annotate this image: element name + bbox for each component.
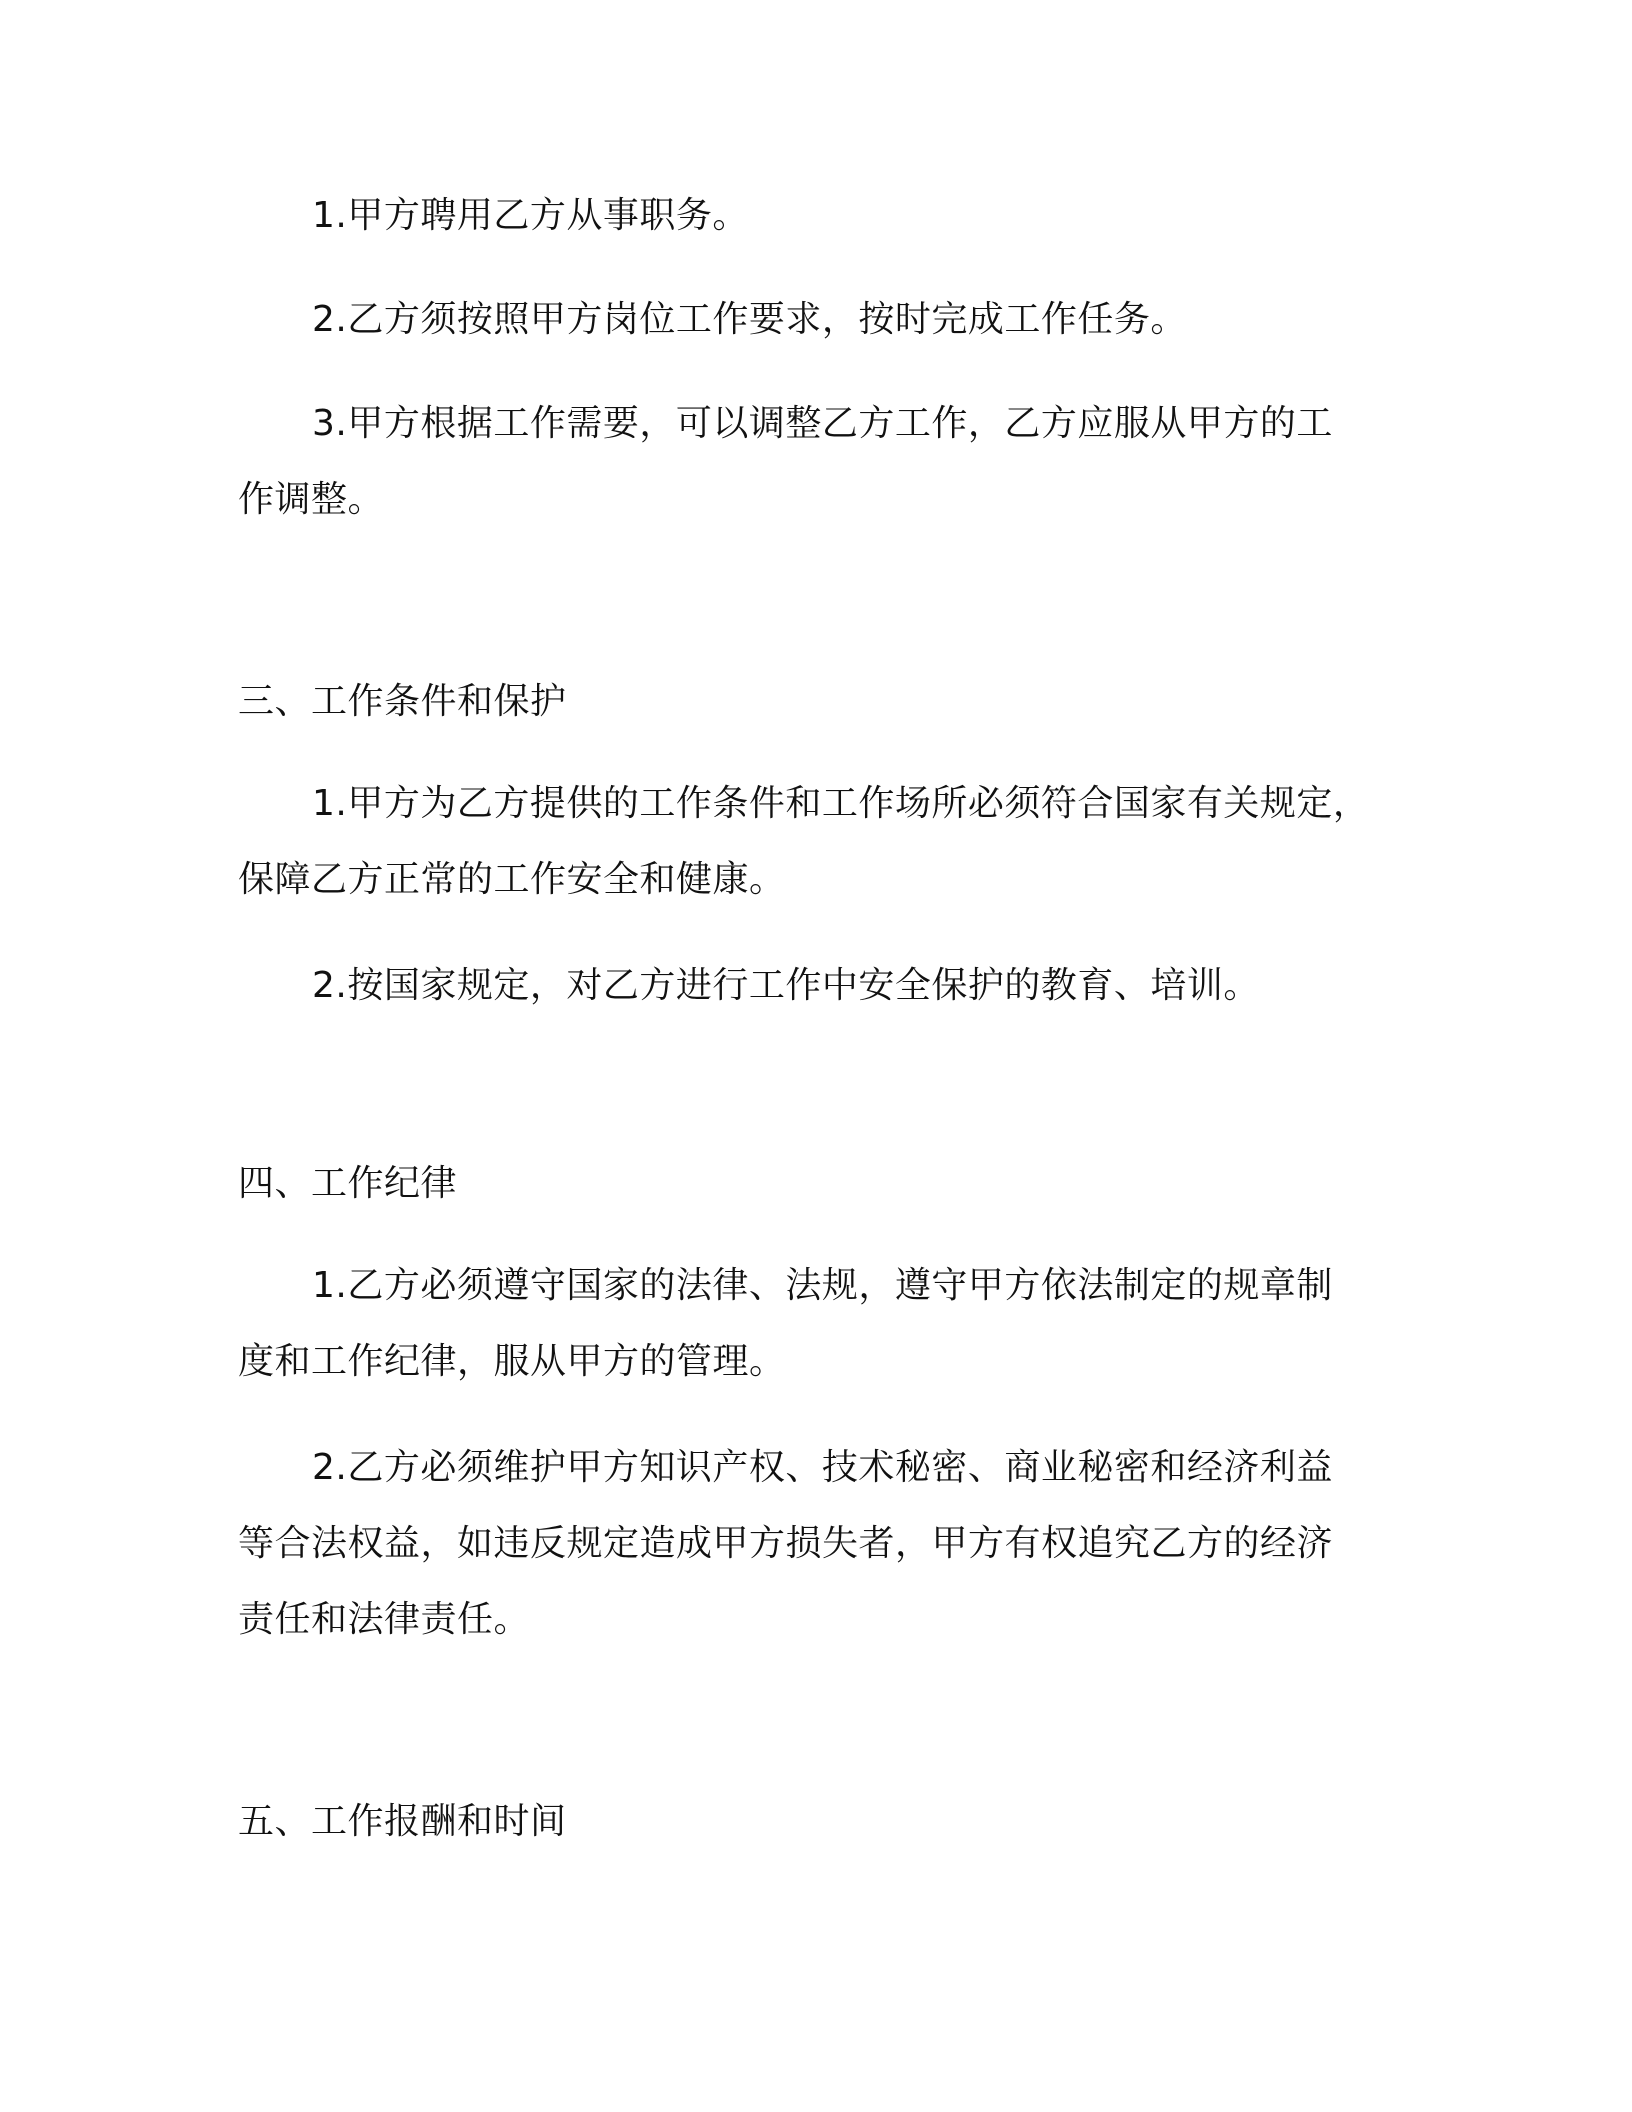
- clause-3-1-line-1: 1.甲方为乙方提供的工作条件和工作场所必须符合国家有关规定，: [312, 783, 1370, 824]
- clause-2-1-line-1: 1.甲方聘用乙方从事职务。: [312, 195, 749, 236]
- clause-4-1-line-1: 1.乙方必须遵守国家的法律、法规，遵守甲方依法制定的规章制: [312, 1265, 1333, 1306]
- clause-4-1-line-2: 度和工作纪律，服从甲方的管理。: [238, 1341, 786, 1382]
- section-5-heading: 五、工作报酬和时间: [238, 1801, 567, 1842]
- clause-2-3-line-1: 3.甲方根据工作需要，可以调整乙方工作，乙方应服从甲方的工: [312, 403, 1333, 444]
- clause-3-1-line-2: 保障乙方正常的工作安全和健康。: [238, 859, 786, 900]
- clause-2-2-line-1: 2.乙方须按照甲方岗位工作要求，按时完成工作任务。: [312, 299, 1187, 340]
- clause-4-2-line-3: 责任和法律责任。: [238, 1599, 531, 1640]
- clause-3-2-line-1: 2.按国家规定，对乙方进行工作中安全保护的教育、培训。: [312, 965, 1260, 1006]
- section-4-heading: 四、工作纪律: [238, 1163, 458, 1204]
- clause-4-2-line-2: 等合法权益，如违反规定造成甲方损失者，甲方有权追究乙方的经济: [238, 1523, 1334, 1564]
- section-3-heading: 三、工作条件和保护: [238, 681, 567, 722]
- clause-4-2-line-1: 2.乙方必须维护甲方知识产权、技术秘密、商业秘密和经济利益: [312, 1447, 1333, 1488]
- clause-2-3-line-2: 作调整。: [238, 479, 385, 520]
